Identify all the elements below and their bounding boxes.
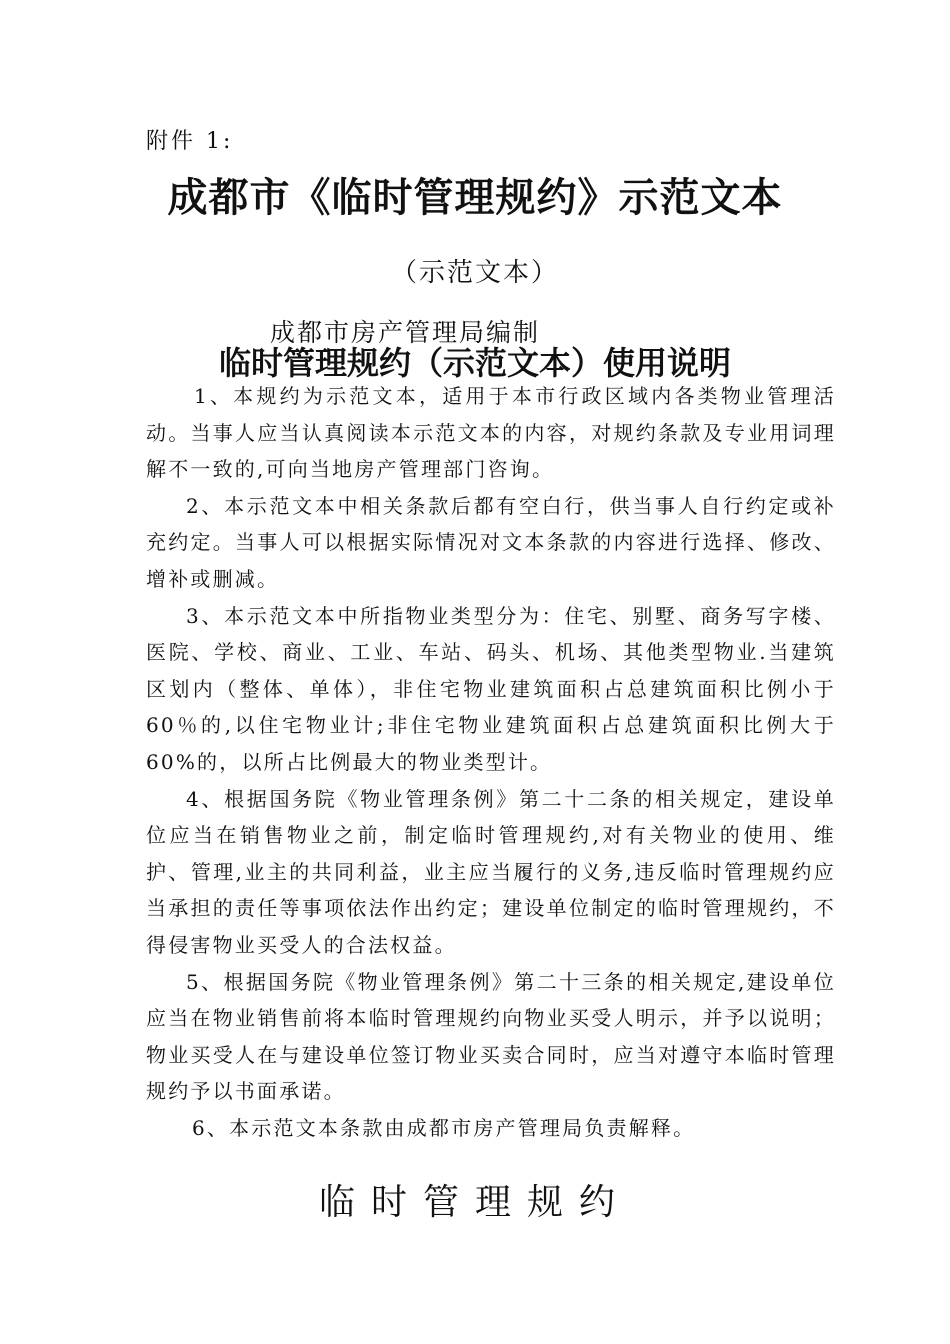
editor-line: 成都市房产管理局编制 <box>270 318 541 347</box>
usage-instructions-body <box>146 378 836 1146</box>
usage-paragraph-1: 1、本规约为示范文本，适用于本市行政区域内各类物业管理活动。当事人应当认真阅读本示范文本的内容，对规约条款及专业用词理解不一致的,可向当地房产管理部门咨询。 <box>146 384 836 482</box>
usage-paragraph-3: 3、本示范文本中所指物业类型分为：住宅、别墅、商务写字楼、医院、学校、商业、工业、车站、码头、机场、其他类型物业.当建筑区划内（整体、单体），非住宅物业建筑面积占总建筑面积比例小于60％的,以住宅物业计;非住宅物业建筑面积占总建筑面积比例大于60%的，以所占比例最大的物业类型计。 <box>146 603 836 774</box>
usage-paragraph-6: 6、本示范文本条款由成都市房产管理局负责解释。 <box>192 1115 696 1140</box>
usage-instructions-title: 临时管理规约（示范文本）使用说明 <box>218 344 731 382</box>
usage-paragraph-2: 2、本示范文本中相关条款后都有空白行，供当事人自行约定或补充约定。当事人可以根据实际情况对文本条款的内容进行选择、修改、增补或删减。 <box>146 493 836 591</box>
usage-paragraph-4: 4、根据国务院《物业管理条例》第二十二条的相关规定，建设单位应当在销售物业之前，制定临时管理规约,对有关物业的使用、维护、管理,业主的共同利益，业主应当履行的义务,违反临时管理规约应当承担的责任等事项依法作出约定；建设单位制定的临时管理规约，不得侵害物业买受人的合法权益。 <box>146 786 836 957</box>
attachment-label: 附件 1: <box>146 129 234 154</box>
usage-paragraph-5: 5、根据国务院《物业管理条例》第二十三条的相关规定,建设单位应当在物业销售前将本临时管理规约向物业买受人明示，并予以说明；物业买受人在与建设单位签订物业买卖合同时，应当对遵守本临时管理规约予以书面承诺。 <box>146 969 836 1104</box>
subtitle: （示范文本） <box>390 258 559 288</box>
main-title: 成都市《临时管理规约》示范文本 <box>167 174 783 221</box>
regulation-title: 临时管理规约 <box>318 1182 631 1223</box>
